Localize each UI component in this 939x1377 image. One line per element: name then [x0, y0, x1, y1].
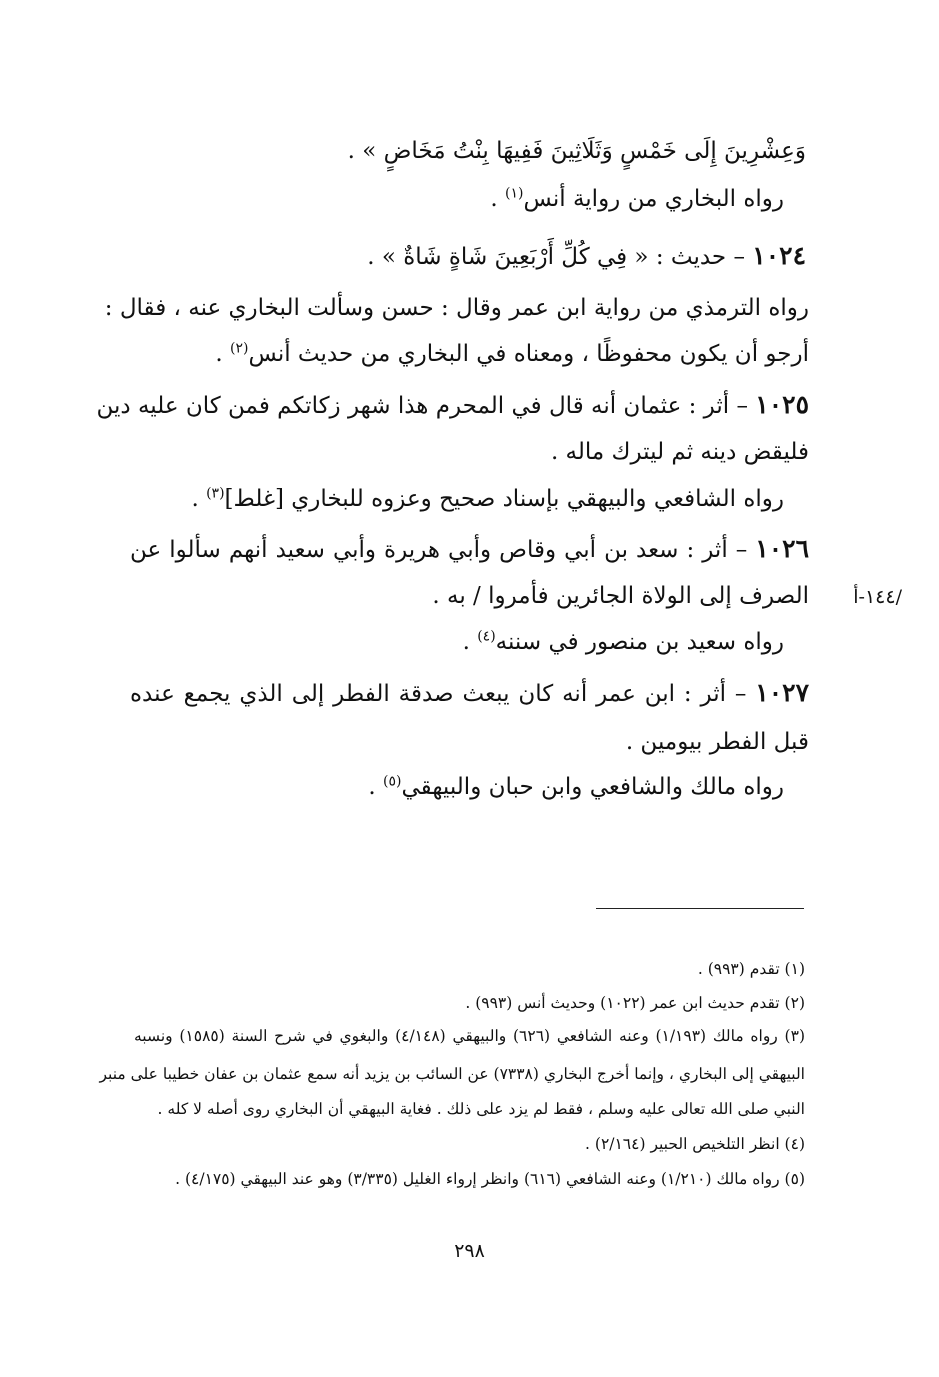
- text-line: [130, 183, 784, 215]
- footnote-3-line-3: النبي صلى الله تعالى عليه وسلم ، فقط لم يزد على ذلك . فغاية البيهقي أن البخاري روى أصله لا كله .: [157, 1100, 805, 1118]
- text-line: الصرف إلى الولاة الجائرين فأمروا / به .: [432, 583, 809, 609]
- entry-number: ١٠٢٧: [755, 678, 809, 707]
- footnote-ref: (٥): [383, 773, 402, 790]
- footnote-3-line-1: (٣) رواه مالك (١/١٩٣) وعنه الشافعي (٦٢٦) والبيهقي (٤/١٤٨) والبغوي في شرح السنة (١٥٨٥) ونسبه: [134, 1027, 805, 1045]
- line-end: .: [191, 486, 207, 512]
- line-text: أرجو أن يكون محفوظًا ، ومعناه في البخاري من حديث أنس: [248, 341, 809, 367]
- hadith-1027: [130, 677, 809, 710]
- footnote-3-line-2: البيهقي إلى البخاري ، وإنما أخرج البخاري (٧٣٣٨) عن السائب بن يزيد أنه سمع عثمان بن عفان خطيبا على منبر: [99, 1065, 805, 1083]
- line-text: رواه مالك والشافعي وابن حبان والبيهقي: [401, 774, 784, 800]
- text-line: فليقض دينه ثم ليترك ماله .: [550, 439, 809, 465]
- line-text: رواه سعيد بن منصور في سننه: [495, 629, 784, 655]
- text-line: قبل الفطر بيومين .: [625, 729, 809, 755]
- footnote-ref: (٢): [230, 340, 249, 357]
- line-end: .: [462, 629, 478, 655]
- entry-number: ١٠٢٦: [755, 534, 809, 563]
- entry-text: – حديث : « فِي كُلِّ أَرْبَعِينَ شَاةٍ شَاةٌ » .: [367, 244, 753, 270]
- entry-number: ١٠٢٥: [755, 390, 809, 419]
- footnote-ref: (٤): [477, 628, 496, 645]
- hadith-1026: [130, 533, 809, 566]
- footnote-1: (١) تقدم (٩٩٣) .: [697, 960, 805, 978]
- text-line: وَعِشْرِينَ إِلَى خَمْسٍ وَثَلَاثِينَ فَفِيهَا بِنْتُ مَخَاضٍ » .: [347, 138, 806, 164]
- entry-text: – أثر : ابن عمر أنه كان يبعث صدقة الفطر إلى الذي يجمع عنده: [130, 681, 756, 707]
- footnote-2: (٢) تقدم حديث ابن عمر (١٠٢٢) وحديث أنس (٩٩٣) .: [465, 994, 805, 1012]
- entry-text: – أثر : سعد بن أبي وقاص وأبي هريرة وأبي سعيد أنهم سألوا عن: [130, 537, 756, 563]
- line-end: .: [368, 774, 384, 800]
- text-line: [130, 771, 784, 803]
- manuscript-folio-note: /١٤٤-أ: [853, 586, 902, 608]
- footnote-separator: [596, 908, 804, 909]
- footnote-ref: (٣): [206, 485, 225, 502]
- hadith-1025: [96, 389, 809, 422]
- line-end: .: [490, 186, 506, 212]
- hadith-1024: [130, 240, 806, 273]
- text-line: [130, 626, 784, 658]
- footnote-ref: (١): [505, 185, 524, 202]
- line-end: .: [215, 341, 231, 367]
- text-line: رواه الترمذي من رواية ابن عمر وقال : حسن وسألت البخاري عنه ، فقال :: [104, 295, 809, 321]
- footnote-5: (٥) رواه مالك (١/٢١٠) وعنه الشافعي (٦١٦) وانظر إرواء الغليل (٣/٣٣٥) وهو عند البيهقي (٤/١٧٥) .: [175, 1170, 805, 1188]
- entry-text: – أثر : عثمان أنه قال في المحرم هذا شهر زكاتكم فمن كان عليه دين: [96, 393, 756, 419]
- line-text: رواه الشافعي والبيهقي بإسناد صحيح وعزوه للبخاري [غلط]: [224, 486, 784, 512]
- text-line: [130, 483, 784, 515]
- text-line: [130, 338, 809, 370]
- line-text: رواه البخاري من رواية أنس: [523, 186, 784, 212]
- entry-number: ١٠٢٤: [752, 241, 806, 270]
- page-number: ٢٩٨: [454, 1240, 485, 1262]
- footnote-4: (٤) انظر التلخيص الحبير (٢/١٦٤) .: [585, 1135, 805, 1153]
